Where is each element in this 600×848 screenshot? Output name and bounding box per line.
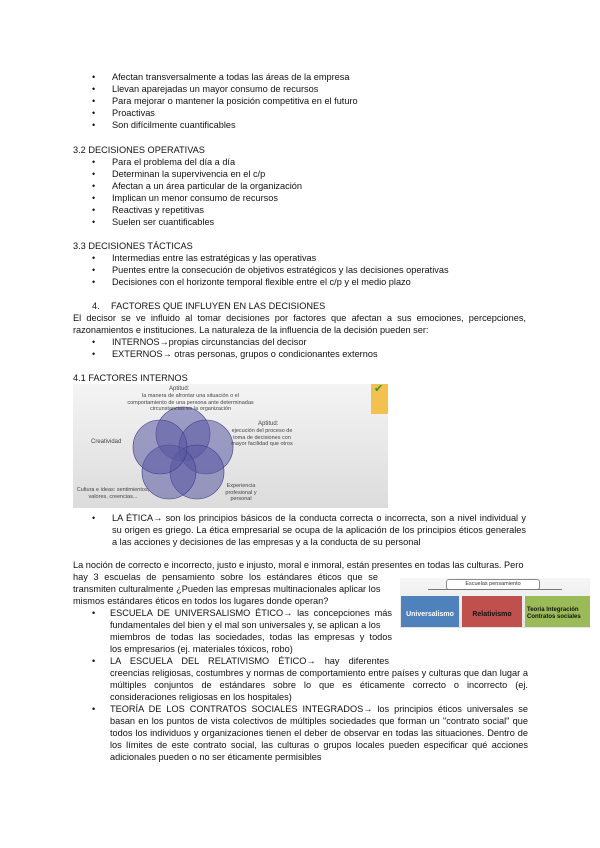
list-item: • LA ÉTICA→ son los principios básicos de la conducta correcta o incorrecta, son a nivel individual y su origen es griego. La ética empresarial se ocupa de la aplicación de los principios éticos generales a las acciones y decisiones de las empresas y a la conducta de su personal	[92, 512, 526, 548]
school-relativismo: Relativismo	[462, 596, 522, 627]
list-item: • Decisiones con el horizonte temporal flexible entre el c/p y el medio plazo	[92, 276, 552, 288]
list-operativas	[92, 156, 522, 228]
teoria-text: TEORÍA DE LOS CONTRATOS SOCIALES INTEGRADOS→ los principios éticos universales se basan en los puntos de vista colectivos de múltiples sociedades que forman un "contrato social" que todos los individuos y organizaciones tienen el deber de observar en todas las situaciones. Dentro de los límites de este contrato social, las culturas o grupos locales pueden especificar qué acciones adicionales pueden o no ser éticamente permisibles	[110, 704, 528, 762]
list-item: • Afectan transversalmente a todas las áreas de la empresa	[92, 71, 522, 83]
paragraph-culturas-line4: mismos estándares éticos en todos los lugares donde operan?	[73, 596, 329, 606]
heading-factores-number: 4.	[92, 301, 100, 311]
schools-diagram-image	[400, 578, 590, 628]
list-tacticas	[92, 252, 552, 288]
check-icon: ✔	[374, 384, 384, 395]
heading-tacticas: 3.3 DECISIONES TÁCTICAS	[73, 241, 193, 251]
list-item-universalismo: • ESCUELA DE UNIVERSALISMO ÉTICO→ las concepciones más fundamentales del bien y el mal son universales y, se aplican a los miembros de todas las sociedades, todas las empresas y todos los empresarios (ej. materiales tóxicos, robo)	[92, 608, 392, 654]
aptitud-text: la manera de afrontar una situación o el comportamiento de una persona ante determinadas circunstancias en la organización	[127, 393, 254, 412]
list-item: • Afectan a un área particular de la organización	[92, 180, 522, 192]
list-item: • INTERNOS→propias circunstancias del decisor	[92, 336, 522, 348]
list-item: • Proactivas	[92, 107, 522, 119]
paragraph-culturas-line1: La noción de correcto e incorrecto, justo e injusto, moral e inmoral, están presentes en todas las culturas. Pero	[73, 560, 524, 570]
list-item: • Llevan aparejadas un mayor consumo de recursos	[92, 83, 522, 95]
aptitud2-title: Aptitud:	[258, 421, 279, 427]
list-factores	[92, 336, 522, 360]
list-etica	[92, 512, 526, 548]
schools-header: Escuelas pensamiento	[446, 579, 540, 590]
list-item: • Reactivas y repetitivas	[92, 204, 522, 216]
list-schools	[92, 607, 392, 655]
univ-line-4: los empresarios (ej. materiales tóxicos, robo)	[110, 644, 293, 654]
heading-factores: FACTORES QUE INFLUYEN EN LAS DECISIONES	[111, 301, 326, 311]
paragraph-culturas-line2: hay 3 escuelas de pensamiento sobre los estándares éticos que se	[73, 572, 378, 582]
creatividad-label: Creatividad	[91, 439, 122, 445]
list-item: • Para mejorar o mantener la posición competitiva en el futuro	[92, 95, 522, 107]
univ-line-3: miembros de todas las sociedades, todas las empresas y todos	[110, 632, 392, 642]
list-item: • Para el problema del día a día	[92, 156, 522, 168]
cultura-label: Cultura e ideas: sentimientos, valores, creencias...	[76, 487, 150, 500]
list-item: • Puentes entre la consecución de objetivos estratégicos y las decisiones operativas	[92, 264, 552, 276]
aptitud2-text: ejecución del proceso de toma de decisiones con mayor facilidad que otros	[231, 428, 293, 447]
list-item-teoria: • TEORÍA DE LOS CONTRATOS SOCIALES INTEGRADOS→ los principios éticos universales se basan en los puntos de vista colectivos de múltiples sociedades que forman un "contrato social" que todos los individuos y organizaciones tienen el deber de observar en todas las situaciones. Dentro de los límites de este contrato social, las culturas o grupos locales pueden especificar qué acciones adicionales pueden o no ser éticamente permisibles	[92, 704, 528, 762]
heading-factores-internos: 4.1 FACTORES INTERNOS	[73, 373, 188, 383]
venn-circle-left	[133, 420, 187, 474]
list-strategic	[92, 71, 522, 131]
list-item: • Son difícilmente cuantificables	[92, 119, 522, 131]
aptitud-title: Aptitud:	[169, 386, 190, 392]
venn-diagram-image	[73, 384, 388, 508]
experiencia-label: Experiencia profesional y personal	[225, 483, 257, 502]
univ-line-2: fundamentales del bien y el mal son universales y, se aplican a los	[110, 620, 381, 630]
list-item: • Determinan la supervivencia en el c/p	[92, 168, 522, 180]
list-item-relativismo-head: • LA ESCUELA DEL RELATIVISMO ÉTICO→ hay diferentes	[92, 656, 389, 666]
school-teoria: Teoría Integración Contratos sociales	[525, 596, 590, 627]
heading-operativas: 3.2 DECISIONES OPERATIVAS	[73, 145, 205, 155]
paragraph-factores: El decisor se ve influido al tomar decisiones por factores que afectan a sus emociones, percepciones, razonamientos e instituciones. La naturaleza de la influencia de la decisión pueden ser:	[73, 313, 526, 335]
list-item: • Intermedias entre las estratégicas y las operativas	[92, 252, 552, 264]
rel-line-1: LA ESCUELA DEL RELATIVISMO ÉTICO→ hay diferentes	[110, 656, 389, 666]
school-universalismo: Universalismo	[401, 596, 459, 627]
univ-line-1: ESCUELA DE UNIVERSALISMO ÉTICO→ las concepciones más	[110, 608, 392, 618]
list-item: • Suelen ser cuantificables	[92, 216, 522, 228]
rel-rest: creencias religiosas, costumbres y normas de comportamiento entre países y culturas que dan lugar a múltiples conjuntos de estándares sobre lo que es éticamente correcto o incorrecto (ej. consideraciones religiosas en los hospitales)	[110, 668, 528, 702]
list-item: • EXTERNOS→ otras personas, grupos o condicionantes externos	[92, 348, 522, 360]
paragraph-culturas-line3: transmiten culturalmente ¿Pueden las empresas multinacionales aplicar los	[73, 584, 381, 594]
list-item: • Implican un menor consumo de recursos	[92, 192, 522, 204]
